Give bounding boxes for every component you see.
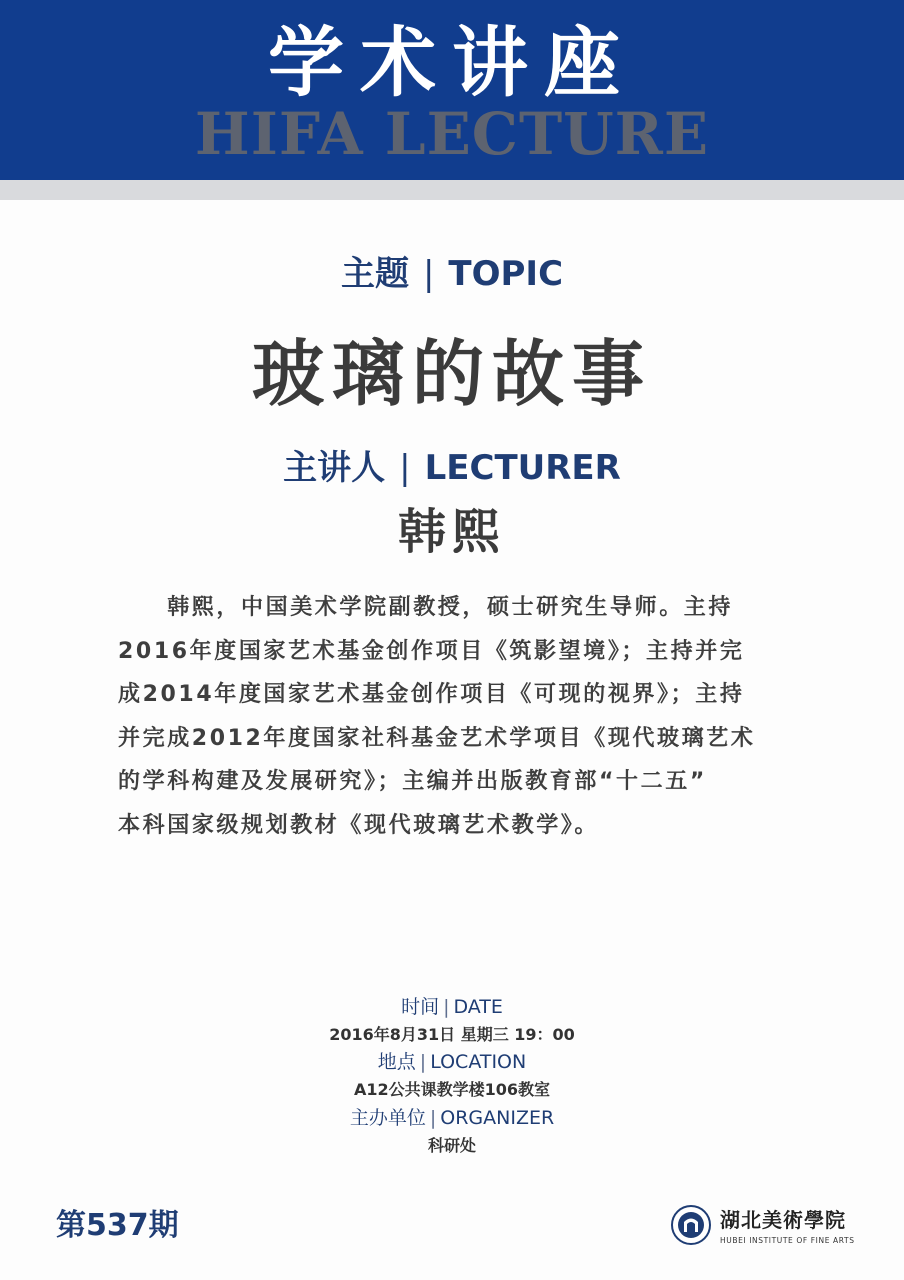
header-subtitle: HIFA LECTURE bbox=[194, 100, 710, 168]
bio-line: 韩熙，中国美术学院副教授，硕士研究生导师。主持 bbox=[118, 595, 734, 620]
bio-line: 并完成2012年度国家社科基金艺术学项目《现代玻璃艺术 bbox=[118, 725, 756, 751]
topic-label-cn: 主题 bbox=[340, 254, 409, 294]
bio-line: 的学科构建及发展研究》；主编并出版教育部“十二五” bbox=[118, 769, 707, 794]
header-title: 学术讲座 bbox=[268, 18, 636, 107]
lecturer-label bbox=[0, 446, 904, 490]
bio-line: 2016年度国家艺术基金创作项目《筑影望境》；主持并完 bbox=[118, 638, 745, 664]
header-divider-stripe bbox=[0, 180, 904, 200]
date-label-separator: | bbox=[443, 996, 450, 1018]
lecturer-bio bbox=[118, 586, 790, 847]
lecturer-name: 韩熙 bbox=[397, 504, 506, 560]
issue-number: 第537期 bbox=[56, 1208, 179, 1243]
topic-label bbox=[0, 252, 904, 296]
date-label bbox=[0, 994, 904, 1020]
bio-line: 本科国家级规划教材《现代玻璃艺术教学》。 bbox=[118, 812, 600, 838]
location-label-cn: 地点 bbox=[377, 1051, 416, 1073]
organizer-label-cn: 主办单位 bbox=[349, 1107, 426, 1129]
date-value: 2016年8月31日 星期三 19：00 bbox=[329, 1025, 575, 1044]
date-label-cn: 时间 bbox=[401, 996, 440, 1018]
location-label-separator: | bbox=[419, 1051, 427, 1073]
topic-label-en: TOPIC bbox=[448, 254, 564, 294]
organizer-label-en: ORGANIZER bbox=[440, 1107, 555, 1129]
date-label-en: DATE bbox=[453, 996, 503, 1018]
lecturer-label-separator: | bbox=[399, 448, 411, 488]
location-label-en: LOCATION bbox=[430, 1051, 527, 1073]
organizer-value: 科研处 bbox=[427, 1136, 476, 1155]
organizer-label bbox=[0, 1105, 904, 1131]
bio-line: 成2014年度国家艺术基金创作项目《可现的视界》；主持 bbox=[118, 682, 745, 707]
institute-seal-icon bbox=[671, 1205, 711, 1245]
location-label bbox=[0, 1049, 904, 1075]
lecturer-label-en: LECTURER bbox=[424, 448, 621, 488]
header-banner bbox=[0, 0, 904, 180]
organizer-label-separator: | bbox=[429, 1107, 437, 1129]
location-value: A12公共课教学楼106教室 bbox=[353, 1080, 551, 1099]
institute-name-en: HUBEI INSTITUTE OF FINE ARTS bbox=[720, 1236, 855, 1245]
institute-name-cn: 湖北美術學院 bbox=[720, 1208, 846, 1232]
topic-label-separator: | bbox=[422, 254, 435, 294]
topic-title: 玻璃的故事 bbox=[251, 332, 652, 416]
lecturer-label-cn: 主讲人 bbox=[283, 448, 386, 488]
